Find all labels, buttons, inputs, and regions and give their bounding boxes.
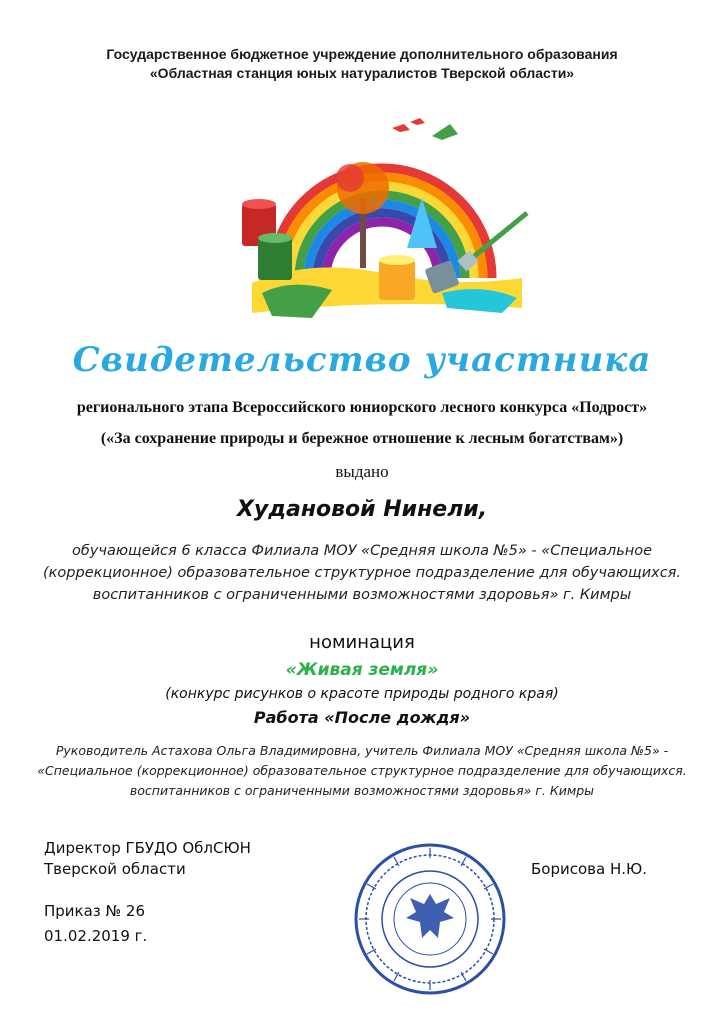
- rainbow-paint-cans-illustration: [232, 108, 532, 320]
- official-seal-icon: [346, 838, 514, 1000]
- recipient-description-line: (коррекционное) образовательное структурное подразделение для обучающихся.: [43, 565, 681, 581]
- nomination-label: номинация: [309, 632, 415, 653]
- order-number: Приказ № 26: [44, 902, 146, 920]
- supervisor-line: воспитанников с ограниченными возможностями здоровья» г. Кимры: [129, 783, 595, 798]
- issue-date: 01.02.2019 г.: [44, 927, 148, 945]
- organization-line-2: «Областная станция юных натуралистов Тверской области»: [149, 65, 575, 81]
- director-title: Директор ГБУДО ОблСЮН: [44, 839, 251, 857]
- supervisor-line: «Специальное (коррекционное) образовательное структурное подразделение для обучающихся.: [37, 763, 687, 778]
- recipient-description-line: обучающейся 6 класса Филиала МОУ «Средняя школа №5» - «Специальное: [71, 543, 653, 559]
- organization-line-1: Государственное бюджетное учреждение дополнительного образования: [106, 46, 618, 62]
- supervisor-line: Руководитель Астахова Ольга Владимировна, учитель Филиала МОУ «Средняя школа №5» -: [55, 743, 669, 758]
- contest-stage: регионального этапа Всероссийского юниорского лесного конкурса «Подрост»: [76, 399, 648, 416]
- nomination-description: (конкурс рисунков о красоте природы родного края): [165, 686, 559, 702]
- work-title: Работа «После дождя»: [253, 708, 471, 727]
- recipient-name: Худановой Нинели,: [236, 497, 488, 522]
- nomination-name: «Живая земля»: [285, 660, 439, 680]
- director-region: Тверской области: [44, 860, 186, 878]
- signatory-name: Борисова Н.Ю.: [531, 860, 647, 878]
- certificate-title: Свидетельство участника: [72, 340, 652, 380]
- recipient-description-line: воспитанников с ограниченными возможностями здоровья» г. Кимры: [92, 587, 632, 603]
- issued-label: выдано: [335, 462, 389, 481]
- contest-motto: («За сохранение природы и бережное отношение к лесным богатствам»): [100, 430, 624, 447]
